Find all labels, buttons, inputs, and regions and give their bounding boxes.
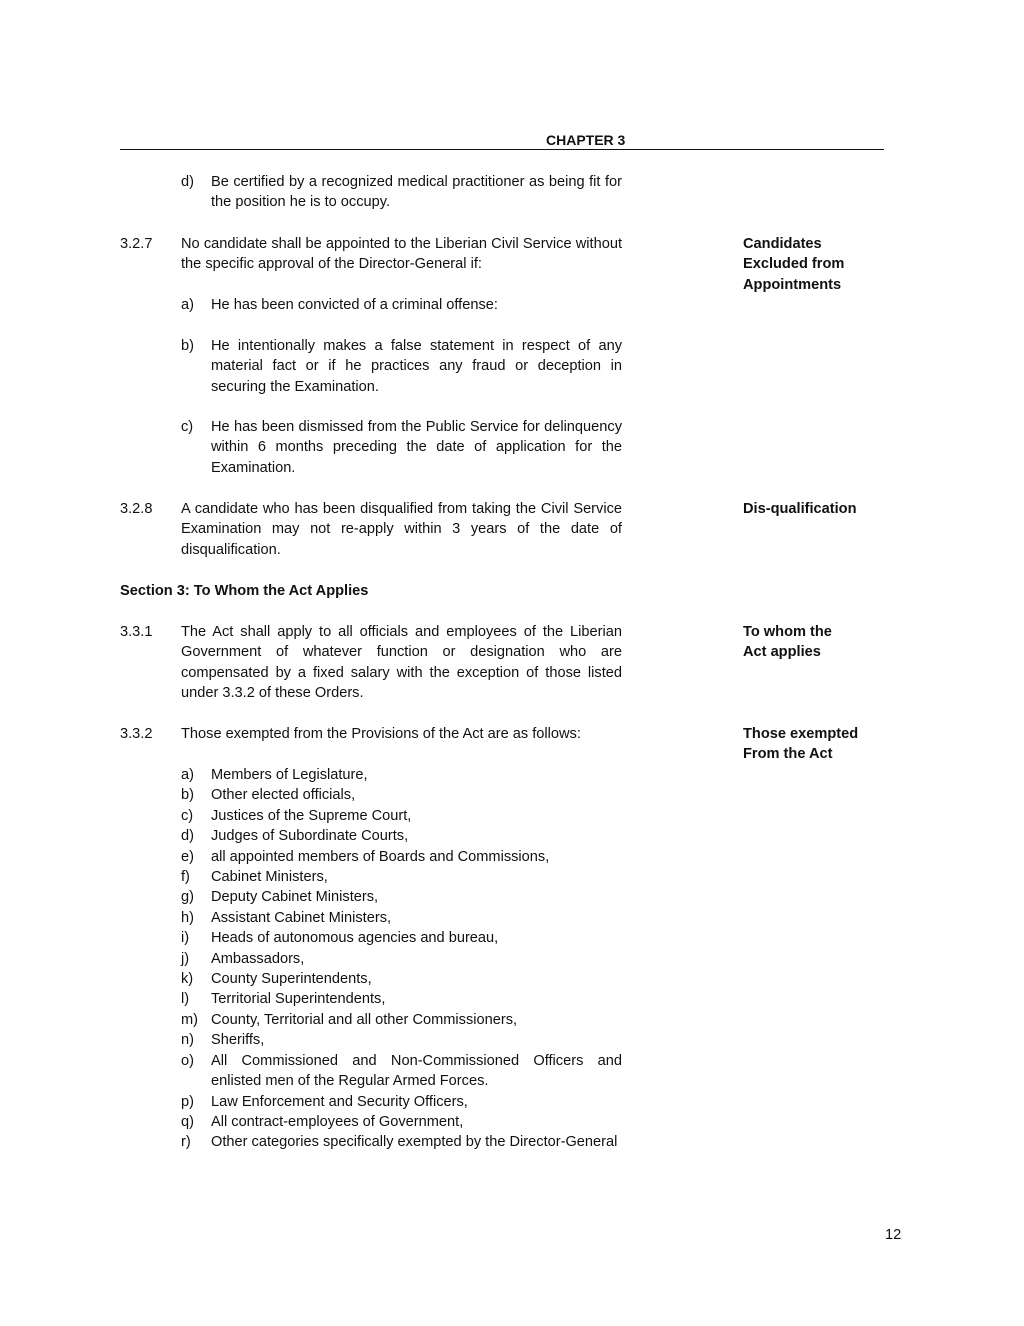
- item-text: Other elected officials,: [211, 787, 356, 804]
- list-item: [181, 969, 622, 989]
- list-item: [181, 1132, 622, 1152]
- list-item: [181, 785, 622, 805]
- item-text: Justices of the Supreme Court,: [211, 807, 412, 824]
- item-label: f): [181, 869, 190, 886]
- item-text: Be certified by a recognized medical practitioner as being fit for the position he is to occupy.: [211, 174, 622, 211]
- item-label: e): [181, 848, 194, 865]
- item-label: d): [181, 174, 194, 190]
- item-text: Judges of Subordinate Courts,: [211, 828, 409, 845]
- clause-text: The Act shall apply to all officials and employees of the Liberian Government of whatever function or designation who are compensated by a fixed salary with the exception of those listed under 3.3.2 of these Orders.: [181, 624, 622, 702]
- list-item: [181, 336, 622, 397]
- item-text: Sheriffs,: [211, 1032, 265, 1049]
- list-item: [181, 765, 622, 785]
- item-label: r): [181, 1134, 191, 1151]
- list-item: [181, 172, 622, 213]
- list-item: [181, 928, 622, 948]
- clause-text: Those exempted from the Provisions of the Act are as follows:: [181, 726, 581, 742]
- list-item: [181, 989, 622, 1009]
- list-item: [181, 1112, 622, 1132]
- section-heading: Section 3: To Whom the Act Applies: [120, 583, 369, 599]
- list-item: [181, 908, 622, 928]
- list-item: [181, 867, 622, 887]
- item-label: o): [181, 1052, 194, 1069]
- side-heading: Dis-qualification: [743, 501, 857, 517]
- item-text: Ambassadors,: [211, 950, 305, 967]
- list-item: [181, 295, 622, 315]
- chapter-title: CHAPTER 3: [546, 132, 626, 148]
- clause-number: 3.3.2: [120, 726, 153, 742]
- clause-number: 3.2.7: [120, 236, 153, 252]
- item-label: b): [181, 338, 194, 354]
- item-label: j): [181, 950, 190, 967]
- item-text: He intentionally makes a false statement in respect of any material fact or if he practices any fraud or deception in securing the Examination.: [211, 338, 622, 395]
- side-heading: Candidates Excluded from Appointments: [743, 236, 845, 293]
- item-label: c): [181, 807, 194, 824]
- list-item: [181, 806, 622, 826]
- item-label: g): [181, 889, 194, 906]
- list-item: [181, 887, 622, 907]
- list-item: [181, 1030, 622, 1050]
- item-text: Members of Legislature,: [211, 767, 368, 783]
- list-item: [181, 417, 622, 478]
- item-label: q): [181, 1113, 194, 1130]
- list-item: [181, 847, 622, 867]
- list-item: [181, 826, 622, 846]
- clause-number: 3.2.8: [120, 501, 153, 517]
- item-text: All Commissioned and Non-Commissioned Officers and enlisted men of the Regular Armed Forces.: [211, 1052, 622, 1090]
- clause-text: A candidate who has been disqualified from taking the Civil Service Examination may not re-apply within 3 years of the date of disqualification.: [181, 501, 622, 558]
- clause-number: 3.3.1: [120, 624, 153, 640]
- item-text: All contract-employees of Government,: [211, 1113, 464, 1130]
- list-item: [181, 1051, 622, 1092]
- side-heading: Those exempted From the Act: [743, 726, 859, 763]
- item-text: Deputy Cabinet Ministers,: [211, 889, 379, 906]
- item-text: He has been dismissed from the Public Service for delinquency within 6 months preceding the date of application for the Examination.: [211, 419, 622, 476]
- item-text: Law Enforcement and Security Officers,: [211, 1093, 468, 1110]
- item-label: d): [181, 828, 194, 845]
- item-label: i): [181, 930, 190, 947]
- item-label: h): [181, 909, 194, 926]
- chapter-header: [120, 131, 884, 150]
- item-text: Other categories specifically exempted by the Director-General: [211, 1134, 618, 1151]
- item-label: m): [181, 1011, 199, 1028]
- item-text: Heads of autonomous agencies and bureau,: [211, 930, 499, 947]
- item-label: a): [181, 297, 194, 313]
- item-label: a): [181, 767, 194, 783]
- list-item: [181, 1092, 622, 1112]
- item-label: l): [181, 991, 190, 1008]
- clause-text: No candidate shall be appointed to the Liberian Civil Service without the specific approval of the Director-General if:: [181, 236, 622, 273]
- exemptions-list: [181, 765, 622, 1153]
- item-text: Cabinet Ministers,: [211, 869, 328, 886]
- item-label: b): [181, 787, 194, 804]
- item-label: n): [181, 1032, 194, 1049]
- page-number: 12: [885, 1227, 902, 1243]
- list-item: [181, 1010, 622, 1030]
- item-text: He has been convicted of a criminal offense:: [211, 297, 498, 313]
- item-text: County Superintendents,: [211, 971, 372, 988]
- item-text: all appointed members of Boards and Commissions,: [211, 848, 550, 865]
- item-text: Assistant Cabinet Ministers,: [211, 909, 392, 926]
- list-item: [181, 949, 622, 969]
- item-label: p): [181, 1093, 194, 1110]
- item-label: c): [181, 419, 194, 435]
- item-text: Territorial Superintendents,: [211, 991, 386, 1008]
- item-text: County, Territorial and all other Commissioners,: [211, 1011, 518, 1028]
- item-label: k): [181, 971, 194, 988]
- side-heading: To whom the Act applies: [743, 624, 832, 661]
